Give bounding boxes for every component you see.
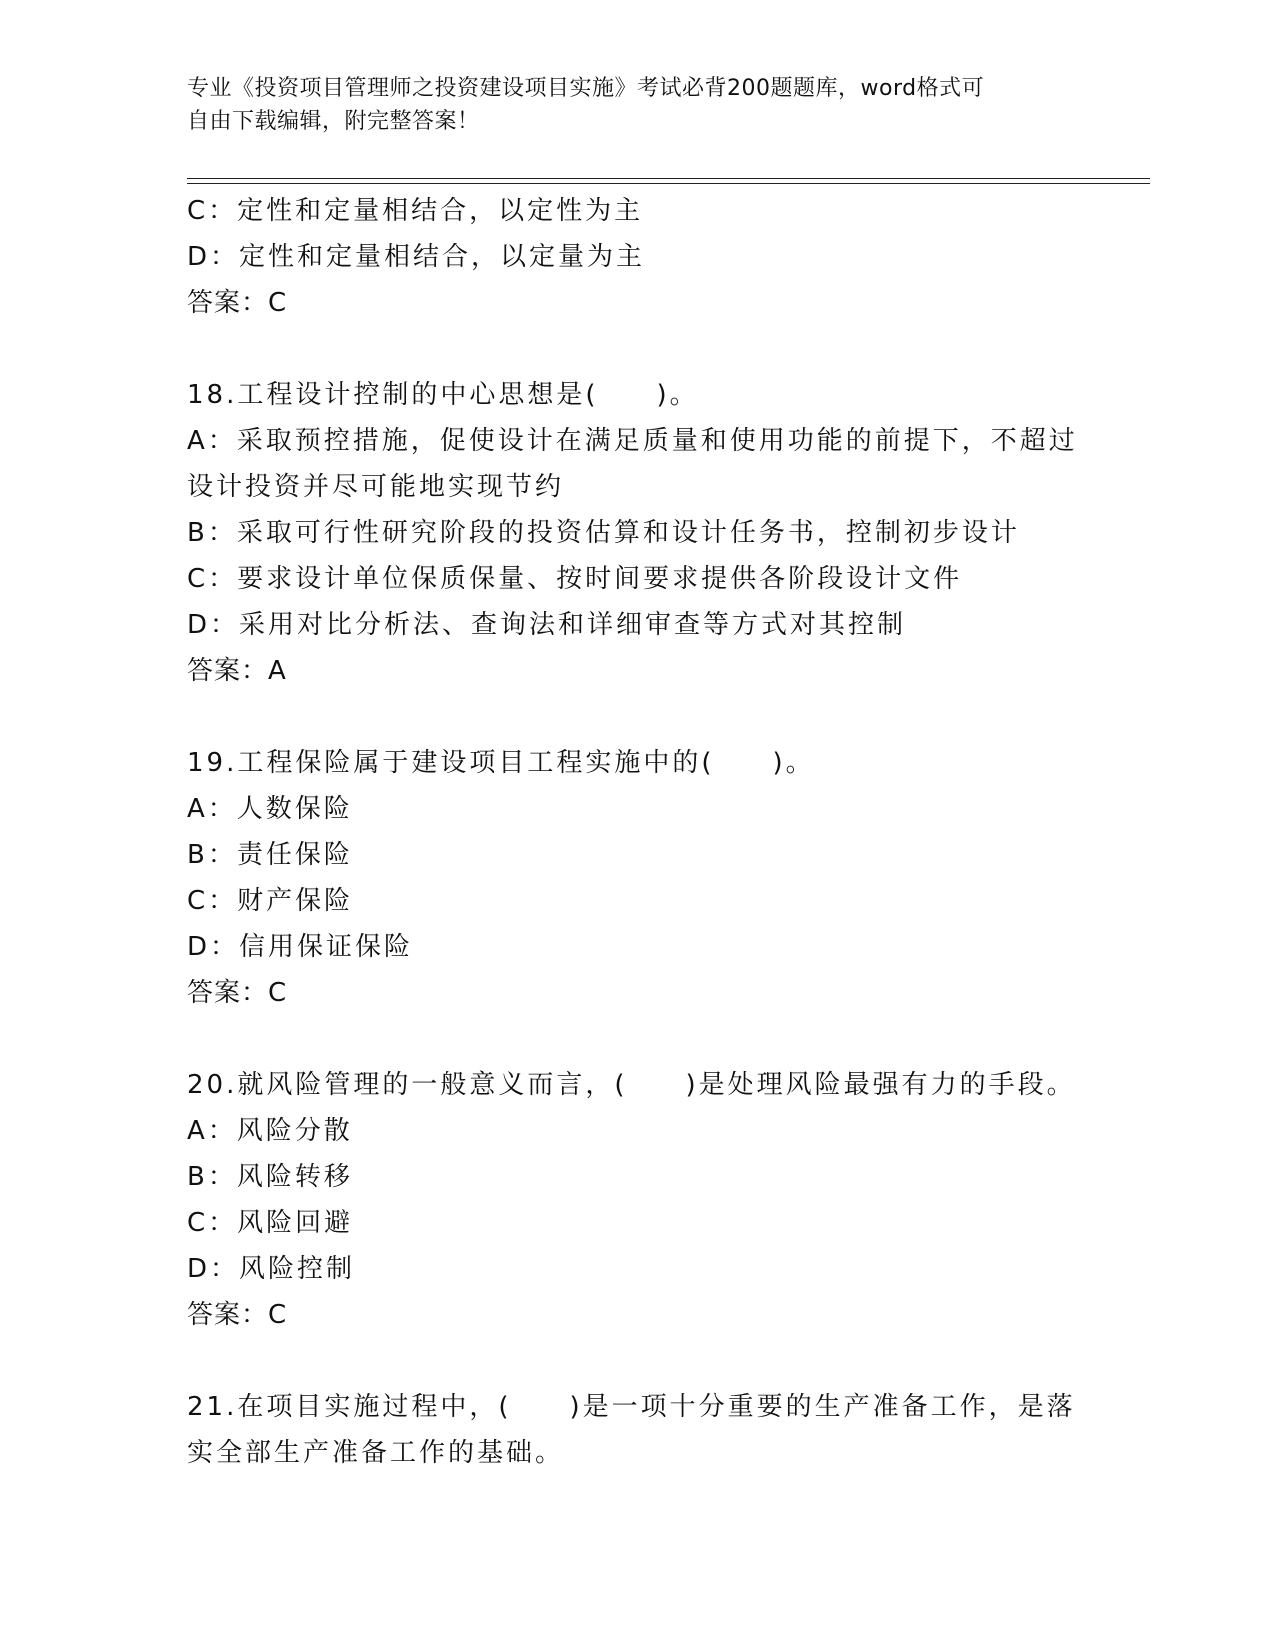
spacer [187, 326, 1087, 372]
question-19 [187, 740, 1087, 1016]
option-b: B：采取可行性研究阶段的投资估算和设计任务书，控制初步设计 [187, 518, 1020, 548]
option-a-continued: 设计投资并尽可能地实现节约 [187, 472, 565, 502]
option-d: D：定性和定量相结合，以定量为主 [187, 242, 646, 272]
answer-line: 答案：A [187, 656, 287, 686]
document-header [187, 72, 1087, 138]
question-stem: 19.工程保险属于建设项目工程实施中的( )。 [187, 748, 815, 778]
question-stem: 20.就风险管理的一般意义而言，( )是处理风险最强有力的手段。 [187, 1070, 1076, 1100]
question-20 [187, 1062, 1087, 1338]
option-a: A：采取预控措施，促使设计在满足质量和使用功能的前提下，不超过 [187, 426, 1078, 456]
header-title-line-2: 自由下载编辑，附完整答案！ [187, 109, 480, 134]
answer-line: 答案：C [187, 1300, 288, 1330]
header-title-line-1: 专业《投资项目管理师之投资建设项目实施》考试必背200题题库，word格式可 [187, 76, 985, 101]
question-18 [187, 372, 1087, 694]
spacer [187, 1338, 1087, 1384]
answer-line: 答案：C [187, 978, 288, 1008]
question-21 [187, 1384, 1087, 1476]
spacer [187, 694, 1087, 740]
header-rule-top [187, 178, 1150, 179]
question-stem: 21.在项目实施过程中，( )是一项十分重要的生产准备工作，是落 [187, 1392, 1076, 1422]
option-c: C：要求设计单位保质保量、按时间要求提供各阶段设计文件 [187, 564, 963, 594]
option-b: B：责任保险 [187, 840, 353, 870]
spacer [187, 1016, 1087, 1062]
header-rule-bottom [187, 183, 1150, 184]
option-b: B：风险转移 [187, 1162, 353, 1192]
option-a: A：人数保险 [187, 794, 353, 824]
option-d: D：信用保证保险 [187, 932, 414, 962]
partial-question [187, 188, 1087, 326]
option-d: D：采用对比分析法、查询法和详细审查等方式对其控制 [187, 610, 907, 640]
option-c: C：财产保险 [187, 886, 354, 916]
option-a: A：风险分散 [187, 1116, 353, 1146]
document-body [187, 188, 1087, 1476]
answer-line: 答案：C [187, 288, 288, 318]
option-c: C：风险回避 [187, 1208, 354, 1238]
option-d: D：风险控制 [187, 1254, 356, 1284]
question-stem: 18.工程设计控制的中心思想是( )。 [187, 380, 699, 410]
question-stem-continued: 实全部生产准备工作的基础。 [187, 1438, 565, 1468]
option-c: C：定性和定量相结合，以定性为主 [187, 196, 644, 226]
